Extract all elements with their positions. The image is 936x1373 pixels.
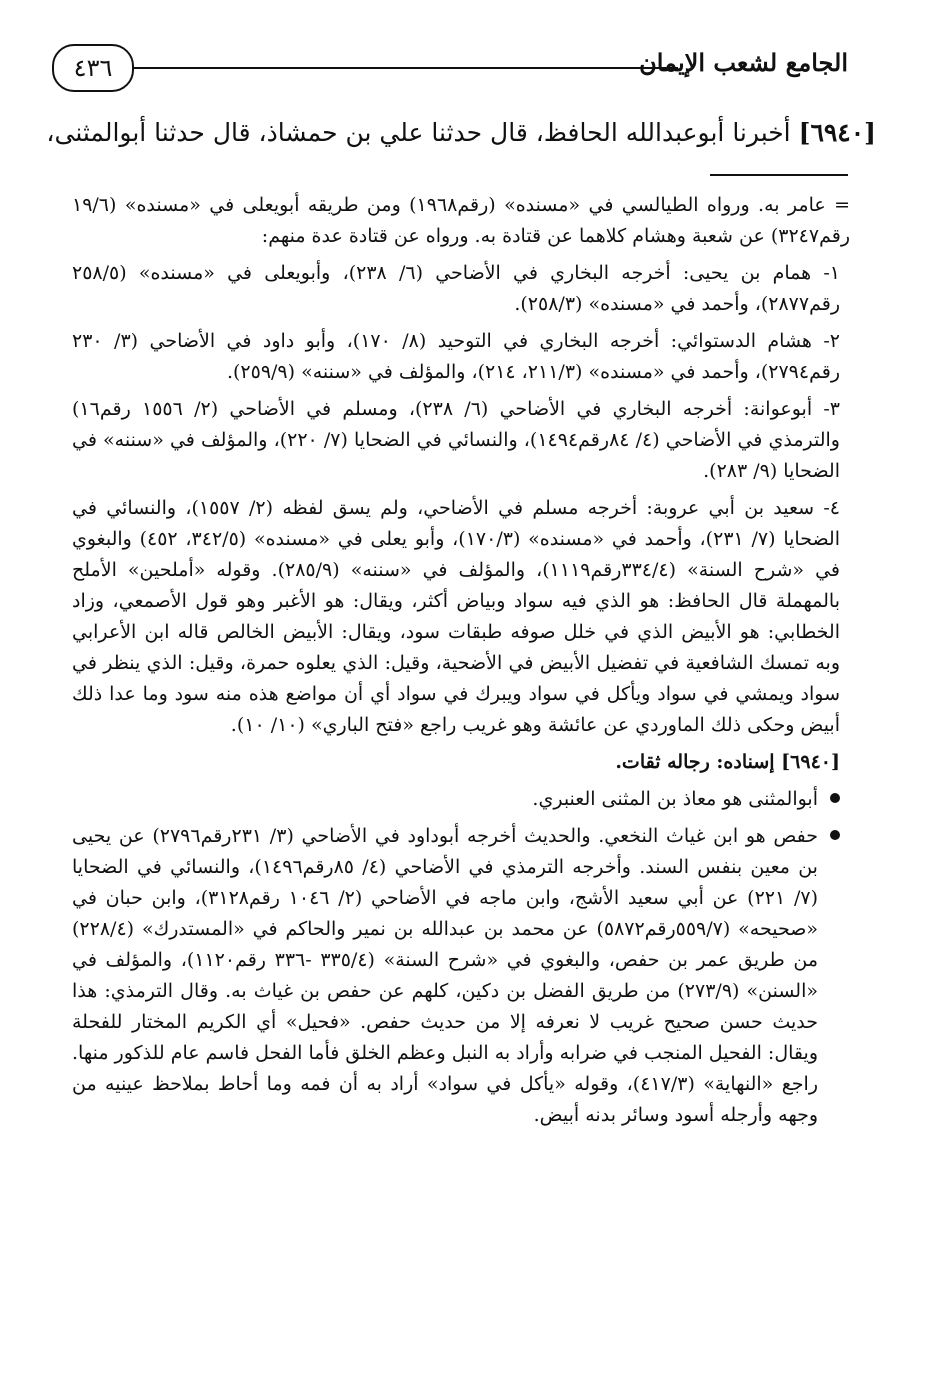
book-title: الجامع لشعب الإيمان <box>639 48 848 77</box>
bullet-text: حفص هو ابن غياث النخعي. والحديث أخرجه أبوداود في الأضاحي (٣/ ٢٣١رقم٢٧٩٦) عن يحيى بن معين بنفس السند. وأخرجه الترمذي في الأضاحي (٤/ ٨٥رقم١٤٩٦)، والنسائي في الضحايا (٧/ ٢٢١) عن أبي سعيد الأشج، وابن ماجه في الأضاحي (٢/ ١٠٤٦ رقم٣١٢٨)، وابن حبان في «صحيحه» (٥٥٩/٧رقم٥٨٧٢) عن محمد بن عبدالله بن نمير والحاكم في «المستدرك» (٢٢٨/٤) من طريق عمر بن حفص، والبغوي في «شرح السنة» (٣٣٥/٤ -٣٣٦ رقم١١٢٠)، والمؤلف في «السنن» (٢٧٣/٩) من طريق الفضل بن دكين، كلهم عن حفص بن غياث به. وقال الترمذي: هذا حديث حسن صحيح غريب لا نعرفه إلا من حديث حفص. «فحيل» أي الكريم المختار للفحلة ويقال: الفحيل المنجب في ضرابه وأراد به النبل وعظم الخلق فأما الفحل فاسم عام للذكور منها. راجع «النهاية» (٤١٧/٣)، وقوله «يأكل في سواد» أراد به أن فمه وما أحاط بملاحظ عينيه من وجهه وأرجله أسود وسائر بدنه أبيض. <box>72 825 819 1126</box>
hadith-chain: أخبرنا أبوعبدالله الحافظ، قال حدثنا علي بن حمشاذ، قال حدثنا أبوالمثنى، <box>46 118 791 147</box>
footnote-separator <box>710 174 848 176</box>
hadith-number: [٦٩٤٠] <box>798 118 876 147</box>
bullet-text: أبوالمثنى هو معاذ بن المثنى العنبري. <box>532 788 818 810</box>
footnote-paragraph: ٣- أبوعوانة: أخرجه البخاري في الأضاحي (٦/ ٢٣٨)، ومسلم في الأضاحي (٢/ ١٥٥٦ رقم١٦) والترمذي في الأضاحي (٤/ ٨٤رقم١٤٩٤)، والنسائي في الضحايا (٧/ ٢٢٠)، والمؤلف في «سننه» في الضحايا (٩/ ٢٨٣). <box>72 398 841 482</box>
footnote-paragraph: ١- همام بن يحيى: أخرجه البخاري في الأضاحي (٦/ ٢٣٨)، وأبويعلى في «مسنده» (٢٥٨/٥ رقم٢٨٧٧)، وأحمد في «مسنده» (٢٥٨/٣). <box>72 262 840 315</box>
footnote-paragraph: ٢- هشام الدستوائي: أخرجه البخاري في التوحيد (٨/ ١٧٠)، وأبو داود في الأضاحي (٣/ ٢٣٠ رقم٢٧٩٤)، وأحمد في «مسنده» (٢١١/٣، ٢١٤)، والمؤلف في «سننه» (٢٥٩/٩). <box>72 330 840 383</box>
hadith-main-text <box>46 118 876 147</box>
page-header <box>52 40 848 100</box>
bullet-icon <box>830 830 840 840</box>
page-number: ٤٣٦ <box>52 44 134 92</box>
bullet-item <box>72 821 840 1131</box>
bullet-icon <box>830 793 840 803</box>
footnotes <box>72 190 851 1137</box>
footnote-paragraph: ٤- سعيد بن أبي عروبة: أخرجه مسلم في الأضاحي، ولم يسق لفظه (٢/ ١٥٥٧)، والنسائي في الضحايا (٧/ ٢٣١)، وأحمد في «مسنده» (١٧٠/٣)، وأبو يعلى في «مسنده» (٣٤٢/٥، ٤٥٢) والبغوي في «شرح السنة» (٣٣٤/٤رقم١١١٩)، والمؤلف في «سننه» (٢٨٥/٩). وقوله «أملحين» الأملح بالمهملة قال الحافظ: هو الذي فيه سواد وبياض أكثر، ويقال: هو الأغبر وهو قول الأصمعي، وزاد الخطابي: هو الأبيض الذي في خلل صوفه طبقات سود، ويقال: الأبيض الخالص قاله ابن الأعرابي وبه تمسك الشافعية في تفضيل الأبيض في الأضحية، وقيل: الذي يعلوه حمرة، وقيل: الذي ينظر في سواد ويمشي في سواد ويأكل في سواد ويبرك في سواد أي أن مواضع هذه منه سود وما عدا ذلك أبيض وحكى ذلك الماوردي عن عائشة وهو غريب راجع «فتح الباري» (١٠/ ١٠). <box>72 497 841 736</box>
bullet-item <box>72 784 840 815</box>
isnad-line: [٦٩٤٠] إسناده: رجاله ثقات. <box>615 751 840 773</box>
footnote-paragraph: = عامر به. ورواه الطيالسي في «مسنده» (رقم١٩٦٨) ومن طريقه أبويعلى في «مسنده» (١٩/٦ رقم٣٢٤٧) عن شعبة وهشام كلاهما عن قتادة به. ورواه عن قتادة عدة منهم: <box>72 194 851 247</box>
header-rule <box>132 67 678 69</box>
